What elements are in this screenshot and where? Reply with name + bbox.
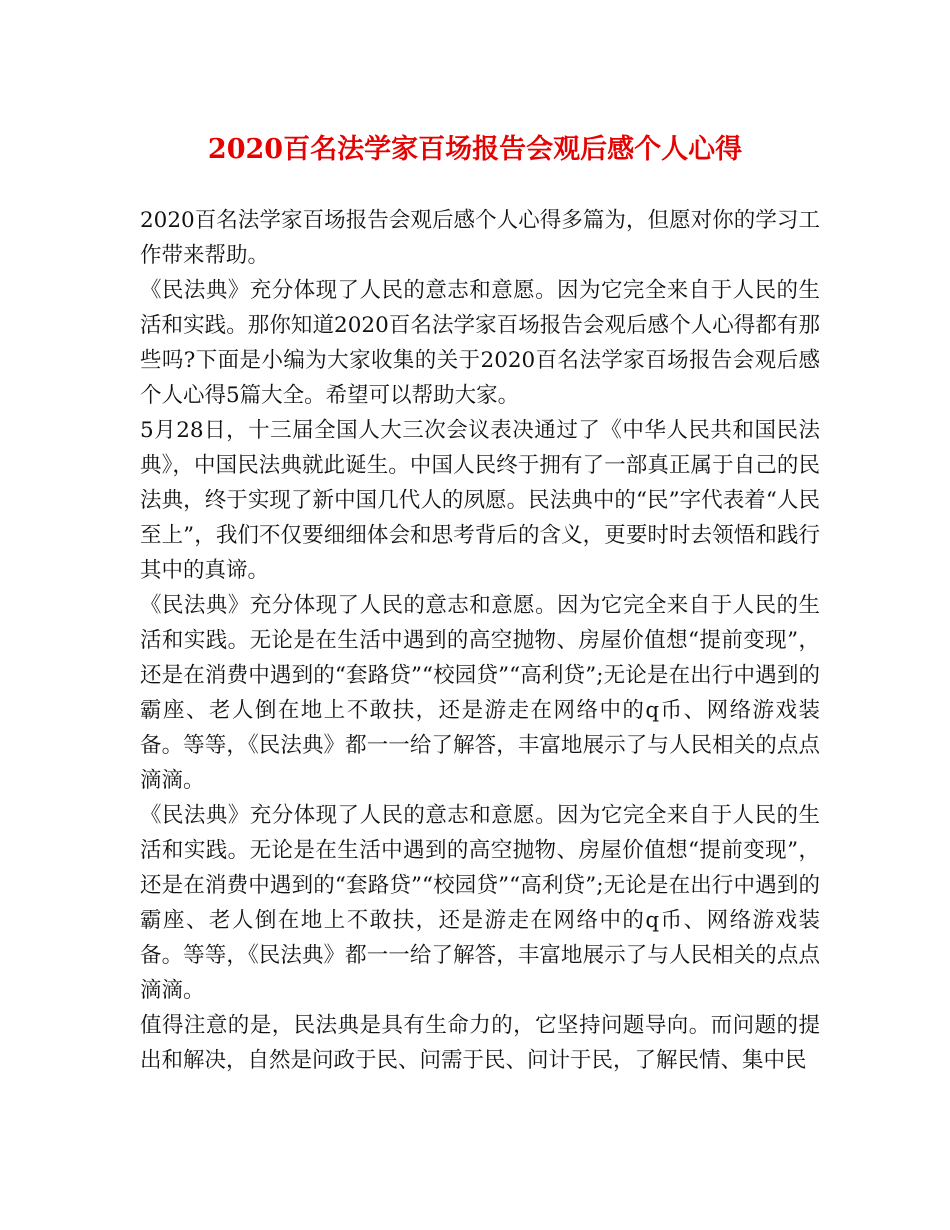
document-body bbox=[140, 203, 820, 1078]
paragraph-intro: 2020百名法学家百场报告会观后感个人心得多篇为，但愿对你的学习工作带来帮助。 bbox=[140, 208, 820, 268]
paragraph-people-will-1: 《民法典》充分体现了人民的意志和意愿。因为它完全来自于人民的生活和实践。无论是在生活中遇到的高空抛物、房屋价值想“提前变现”，还是在消费中遇到的“套路贷”“校园贷”“高利贷”;无论是在出行中遇到的霸座、老人倒在地上不敢扶，还是游走在网络中的q币、网络游戏装备。等等，《民法典》都一一给了解答，丰富地展示了与人民相关的点点滴滴。 bbox=[140, 593, 820, 793]
paragraph-people-will-2: 《民法典》充分体现了人民的意志和意愿。因为它完全来自于人民的生活和实践。无论是在生活中遇到的高空抛物、房屋价值想“提前变现”，还是在消费中遇到的“套路贷”“校园贷”“高利贷”;无论是在出行中遇到的霸座、老人倒在地上不敢扶，还是游走在网络中的q币、网络游戏装备。等等，《民法典》都一一给了解答，丰富地展示了与人民相关的点点滴滴。 bbox=[140, 803, 820, 1003]
document-title: 2020百名法学家百场报告会观后感个人心得 bbox=[207, 134, 743, 165]
paragraph-summary: 《民法典》充分体现了人民的意志和意愿。因为它完全来自于人民的生活和实践。那你知道2020百名法学家百场报告会观后感个人心得都有那些吗?下面是小编为大家收集的关于2020百名法学家百场报告会观后感个人心得5篇大全。希望可以帮助大家。 bbox=[140, 278, 820, 408]
paragraph-problem-oriented: 值得注意的是，民法典是具有生命力的，它坚持问题导向。而问题的提出和解决，自然是问政于民、问需于民、问计于民，了解民情、集中民 bbox=[140, 1013, 820, 1073]
paragraph-civil-code-birth: 5月28日，十三届全国人大三次会议表决通过了《中华人民共和国民法典》，中国民法典就此诞生。中国人民终于拥有了一部真正属于自己的民法典，终于实现了新中国几代人的夙愿。民法典中的“民”字代表着“人民至上”，我们不仅要细细体会和思考背后的含义，更要时时去领悟和践行其中的真谛。 bbox=[140, 418, 820, 583]
